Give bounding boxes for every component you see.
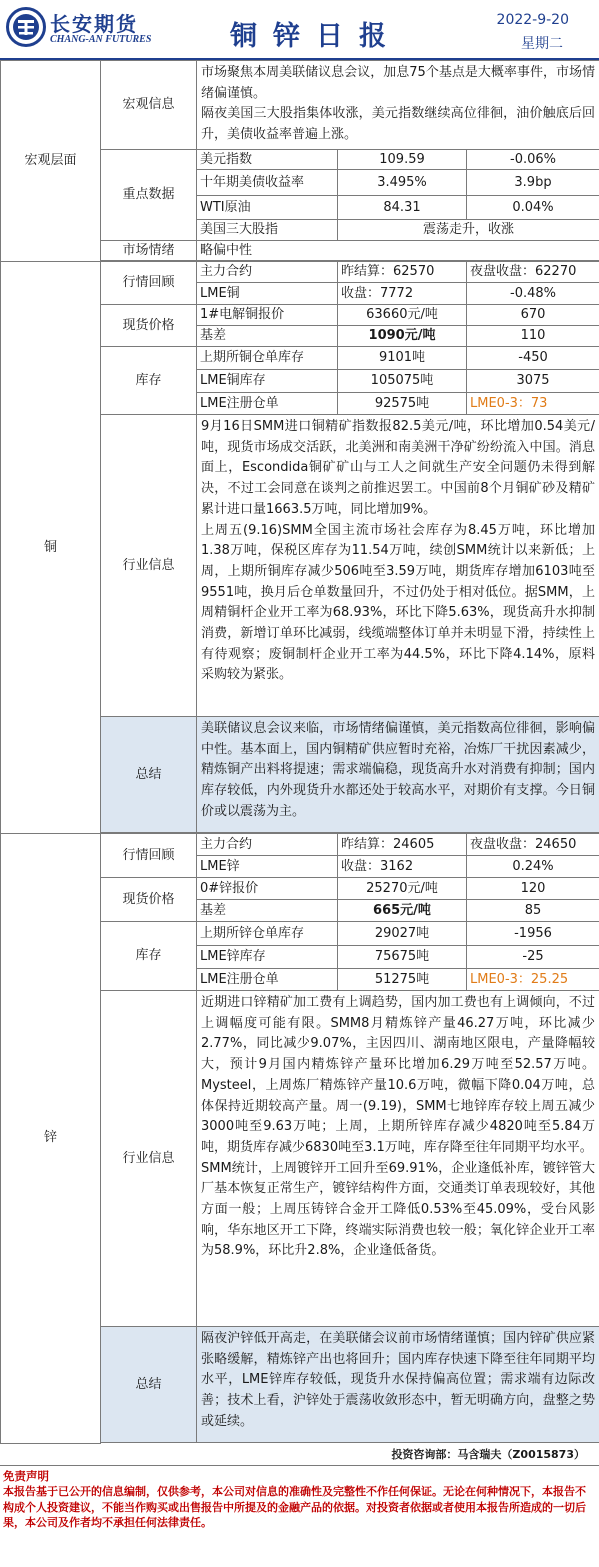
zinc-summary-text: 隔夜沪锌低开高走，在美联储会议前市场情绪谨慎；国内锌矿供应紧张略缓解，精炼锌产出也将回升；国内库存快速下降至往年同期平均水平，LME锌库存较低，现货升水保持偏高位置；需求端有边际改善；技术上看，沪锌处于震荡收敛形态中，暂无明确方向，盘整之势或延续。 [197, 1327, 599, 1443]
copper-stock-change: 3075 [467, 370, 599, 393]
macro-info-row [1, 61, 599, 150]
zinc-spot-item: 0#锌报价 [197, 878, 338, 900]
copper-spot-change: 670 [467, 305, 599, 326]
zinc-review-change: 夜盘收盘：24650 [467, 834, 599, 856]
zinc-stock-change: -1956 [467, 922, 599, 946]
section-zinc: 锌 [1, 834, 101, 1444]
copper-review-row [1, 262, 599, 283]
zinc-basis-change: 85 [467, 900, 599, 922]
zinc-spot-label: 现货价格 [101, 878, 197, 922]
zinc-basis-item: 基差 [197, 900, 338, 922]
zinc-review-value: 昨结算：24605 [338, 834, 467, 856]
copper-review-item: 主力合约 [197, 262, 338, 283]
zinc-stock-item: LME注册仓单 [197, 969, 338, 991]
macro-data-change: 3.9bp [467, 170, 599, 196]
copper-spot-value: 63660元/吨 [338, 305, 467, 326]
copper-lme-spread: LME0-3：73 [467, 393, 599, 415]
zinc-summary-label: 总结 [101, 1327, 197, 1443]
macro-info-label: 宏观信息 [101, 61, 197, 150]
report-header [0, 0, 599, 60]
zinc-review-change: 0.24% [467, 856, 599, 878]
zinc-review-item: 主力合约 [197, 834, 338, 856]
macro-index-item: 美国三大股指 [197, 220, 338, 241]
report-date: 2022-9-20 [496, 12, 569, 28]
zinc-stock-label: 库存 [101, 922, 197, 991]
company-logo-icon [6, 7, 46, 47]
zinc-review-row [1, 834, 599, 856]
copper-stock-value: 105075吨 [338, 370, 467, 393]
copper-basis-value: 1090元/吨 [338, 326, 467, 347]
macro-data-label: 重点数据 [101, 150, 197, 241]
macro-info-text: 市场聚焦本周美联储议息会议，加息75个基点是大概率事件，市场情绪偏谨慎。 隔夜美国三大股指集体收涨，美元指数继续高位徘徊，油价触底后回升，美债收益率普遍上涨。 [197, 61, 599, 150]
zinc-review-label: 行情回顾 [101, 834, 197, 878]
macro-sentiment-label: 市场情绪 [101, 241, 197, 261]
copper-spot-label: 现货价格 [101, 305, 197, 347]
copper-review-change: -0.48% [467, 283, 599, 305]
copper-basis-change: 110 [467, 326, 599, 347]
copper-review-item: LME铜 [197, 283, 338, 305]
macro-data-value: 3.495% [338, 170, 467, 196]
copper-stock-change: -450 [467, 347, 599, 370]
macro-index-value: 震荡走升，收涨 [338, 220, 599, 241]
report-title: 铜锌日报 [230, 21, 402, 52]
zinc-basis-value: 665元/吨 [338, 900, 467, 922]
report-table [0, 60, 599, 1444]
zinc-spot-change: 120 [467, 878, 599, 900]
zinc-stock-item: LME锌库存 [197, 946, 338, 969]
report-weekday: 星期二 [521, 36, 563, 52]
zinc-stock-item: 上期所锌仓单库存 [197, 922, 338, 946]
macro-sentiment-value: 略偏中性 [197, 241, 599, 261]
zinc-spot-value: 25270元/吨 [338, 878, 467, 900]
copper-industry-text: 9月16日SMM进口铜精矿指数报82.5美元/吨，环比增加0.54美元/吨，现货市场成交活跃，北美洲和南美洲干净矿纷纷流入中国。消息面上，Escondida铜矿矿山与工人之间就生产安全问题仍未得到解决，不过工会同意在谈判之前推迟罢工。中国前8个月铜矿砂及精矿累计进口量1663.5万吨，同比增加9%。 上周五(9.16)SMM全国主流市场社会库存为8.45万吨，环比增加1.38万吨，保税区库存为11.54万吨，续创SMM统计以来新低；上周，上期所铜库存减少506吨至3.59万吨，期货库存增加6103吨至9551吨，换月后仓单数量回升，不过仍处于相对低位。据SMM，上周精铜杆企业开工率为68.93%，环比下降5.63%，现货高升水抑制消费，新增订单环比减弱，线缆端整体订单并未明显下滑，持续性上有待观察；废铜制杆企业开工率为44.5%，环比下降4.14%，原料采购较为紧张。 [197, 415, 599, 717]
macro-data-item: 美元指数 [197, 150, 338, 170]
company-name-en: CHANG-AN FUTURES [50, 34, 152, 45]
section-macro: 宏观层面 [1, 61, 101, 262]
copper-review-value: 昨结算：62570 [338, 262, 467, 283]
copper-spot-item: 1#电解铜报价 [197, 305, 338, 326]
copper-review-value: 收盘：7772 [338, 283, 467, 305]
company-name-cn: 长安期货 [50, 12, 138, 36]
macro-data-value: 84.31 [338, 196, 467, 220]
zinc-lme-spread: LME0-3：25.25 [467, 969, 599, 991]
zinc-stock-value: 51275吨 [338, 969, 467, 991]
copper-stock-value: 9101吨 [338, 347, 467, 370]
zinc-review-value: 收盘：3162 [338, 856, 467, 878]
zinc-industry-text: 近期进口锌精矿加工费有上调趋势，国内加工费也有上调倾向，不过上调幅度可能有限。SMM8月精炼锌产量46.27万吨，环比减少2.77%，同比减少9.07%，主因四川、湖南地区限电，产量降幅较大，预计9月国内精炼锌产量环比增加6.29万吨至52.57万吨。Mysteel，上周炼厂精炼锌产量10.6万吨，微幅下降0.04万吨，总体保持近期较高产量。周一(9.19)，SMM七地锌库存较上周五减少3000吨至9.63万吨；上周，上期所锌库存减少4820吨至5.84万吨，期货库存减少6830吨至3.1万吨，库存降至往年同期平均水平。 SMM统计，上周镀锌开工回升至69.91%，企业逢低补库，镀锌管大厂基本恢复正常生产，镀锌结构件方面，交通类订单表现较好，其他方面一般；上周压铸锌合金开工降低0.53%至45.09%，受台风影响，华东地区开工下降，终端实际消费也较一般；氧化锌企业开工率为58.9%，环比升2.8%，企业逢低备货。 [197, 991, 599, 1327]
copper-review-change: 夜盘收盘：62270 [467, 262, 599, 283]
zinc-review-item: LME锌 [197, 856, 338, 878]
copper-stock-item: LME铜库存 [197, 370, 338, 393]
macro-data-item: WTI原油 [197, 196, 338, 220]
copper-stock-item: 上期所铜仓单库存 [197, 347, 338, 370]
zinc-industry-label: 行业信息 [101, 991, 197, 1327]
zinc-stock-value: 29027吨 [338, 922, 467, 946]
copper-industry-label: 行业信息 [101, 415, 197, 717]
copper-stock-item: LME注册仓单 [197, 393, 338, 415]
macro-data-value: 109.59 [338, 150, 467, 170]
zinc-stock-change: -25 [467, 946, 599, 969]
copper-summary-label: 总结 [101, 717, 197, 833]
macro-data-change: 0.04% [467, 196, 599, 220]
section-copper: 铜 [1, 262, 101, 834]
disclaimer [0, 1466, 599, 1531]
analyst-credit: 投资咨询部：马含瑞夫（Z0015873） [0, 1444, 599, 1466]
copper-stock-value: 92575吨 [338, 393, 467, 415]
copper-basis-item: 基差 [197, 326, 338, 347]
copper-summary-text: 美联储议息会议来临，市场情绪偏谨慎，美元指数高位徘徊，影响偏中性。基本面上，国内铜精矿供应暂时充裕，冶炼厂干扰因素减少，精炼铜产出料将提速；需求端偏稳，现货高升水对消费有抑制；国内库存较低，内外现货升水都还处于较高水平，对期价有支撑。今日铜价或以震荡为主。 [197, 717, 599, 833]
disclaimer-text: 本报告基于已公开的信息编制，仅供参考，本公司对信息的准确性及完整性不作任何保证。无论在何种情况下，本报告不构成个人投资建议，不能当作购买或出售报告中所提及的金融产品的依据。对投资者依据或者使用本报告所造成的一切后果，本公司及作者均不承担任何法律责任。 [3, 1485, 586, 1529]
zinc-stock-value: 75675吨 [338, 946, 467, 969]
copper-stock-label: 库存 [101, 347, 197, 415]
macro-data-change: -0.06% [467, 150, 599, 170]
macro-data-item: 十年期美债收益率 [197, 170, 338, 196]
disclaimer-title: 免责声明 [3, 1468, 49, 1483]
copper-review-label: 行情回顾 [101, 262, 197, 305]
